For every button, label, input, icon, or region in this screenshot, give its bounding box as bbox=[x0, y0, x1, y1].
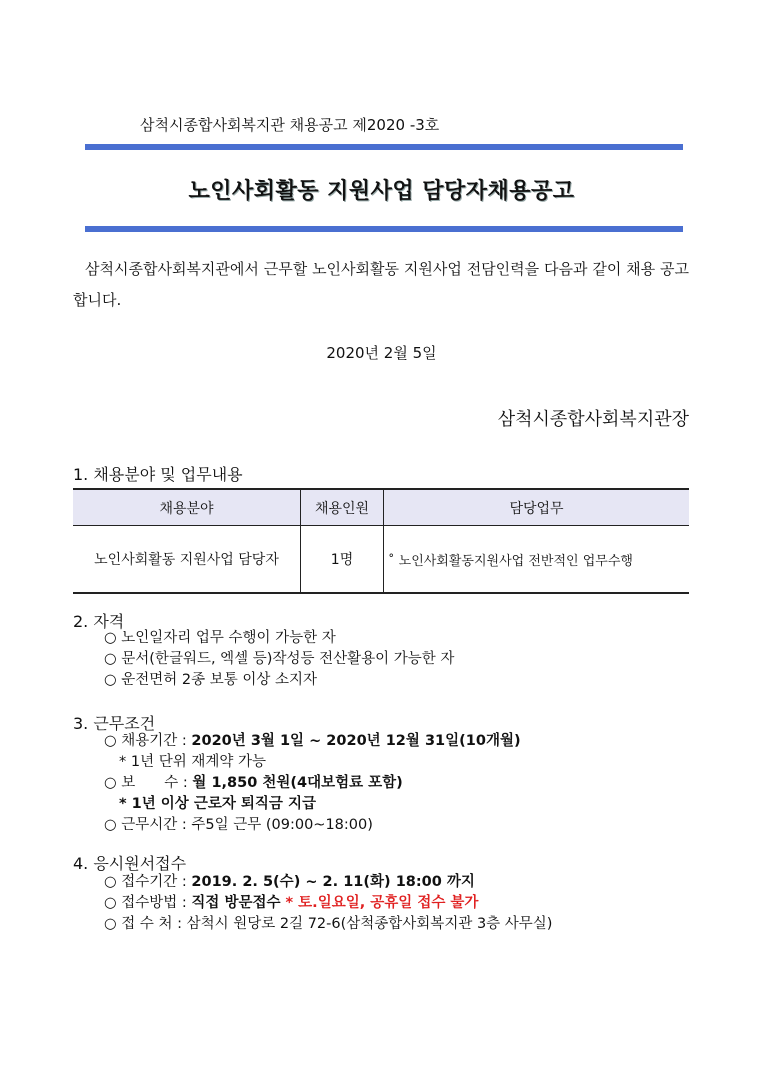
pay-value: 월 1,850 천원(4대보험료 포함) bbox=[192, 775, 403, 791]
table-header-row bbox=[73, 489, 689, 526]
table-cell: ˚ 노인사회활동지원사업 전반적인 업무수행 bbox=[384, 526, 690, 594]
table-row bbox=[73, 526, 689, 594]
list-note: * 1년 단위 재계약 가능 bbox=[119, 754, 266, 770]
period-label: ○ 채용기간 : bbox=[104, 733, 192, 749]
period-label: ○ 접수기간 : bbox=[104, 874, 192, 890]
section3-heading: 3. 근무조건 bbox=[73, 714, 156, 733]
table-header: 채용인원 bbox=[301, 489, 384, 526]
announcement-date: 2020년 2월 5일 bbox=[326, 344, 437, 362]
notice-number: 삼척시종합사회복지관 채용공고 제2020 -3호 bbox=[140, 116, 440, 134]
qualification-list bbox=[104, 628, 454, 691]
method-value: 직접 방문접수 bbox=[191, 895, 286, 911]
list-item: ○ 문서(한글워드, 엑셀 등)작성등 전산활용이 가능한 자 bbox=[104, 651, 455, 667]
work-conditions-list bbox=[104, 731, 521, 836]
period-value: 2019. 2. 5(수) ~ 2. 11(화) 18:00 까지 bbox=[191, 874, 475, 890]
page-title: 노인사회활동 지원사업 담당자채용공고 bbox=[188, 179, 575, 204]
list-item: ○ 접 수 처 : 삼척시 원당로 2길 72-6(삼척종합사회복지관 3층 사무실) bbox=[104, 916, 553, 932]
method-label: ○ 접수방법 : bbox=[104, 895, 192, 911]
method-warning: * 토.일요일, 공휴일 접수 불가 bbox=[285, 895, 479, 911]
section2-heading: 2. 자격 bbox=[73, 612, 125, 631]
pay-label: ○ 보 수 : bbox=[104, 775, 193, 791]
list-item: ○ 근무시간 : 주5일 근무 (09:00~18:00) bbox=[104, 817, 373, 833]
intro-paragraph bbox=[73, 254, 689, 316]
period-value: 2020년 3월 1일 ~ 2020년 12월 31일(10개월) bbox=[191, 733, 521, 749]
table-cell: 1명 bbox=[301, 526, 384, 594]
signature: 삼척시종합사회복지관장 bbox=[497, 409, 689, 430]
table-cell: 노인사회활동 지원사업 담당자 bbox=[73, 526, 301, 594]
list-item: ○ 노인일자리 업무 수행이 가능한 자 bbox=[104, 630, 336, 646]
list-item bbox=[104, 731, 521, 752]
list-item bbox=[104, 872, 552, 893]
intro-text: 삼척시종합사회복지관에서 근무할 노인사회활동 지원사업 전담인력을 다음과 같이 채용 공고합니다. bbox=[73, 260, 689, 309]
section1-heading: 1. 채용분야 및 업무내용 bbox=[73, 465, 243, 484]
title-bottom-bar bbox=[85, 226, 683, 232]
list-item bbox=[104, 773, 521, 794]
table-header: 담당업무 bbox=[384, 489, 690, 526]
table-header: 채용분야 bbox=[73, 489, 301, 526]
recruitment-table bbox=[73, 488, 689, 594]
title-top-bar bbox=[85, 144, 683, 150]
section4-heading: 4. 응시원서접수 bbox=[73, 854, 187, 873]
list-item bbox=[104, 893, 552, 914]
list-item: ○ 운전면허 2종 보통 이상 소지자 bbox=[104, 672, 318, 688]
application-list bbox=[104, 872, 552, 935]
list-note: * 1년 이상 근로자 퇴직금 지급 bbox=[119, 796, 316, 812]
